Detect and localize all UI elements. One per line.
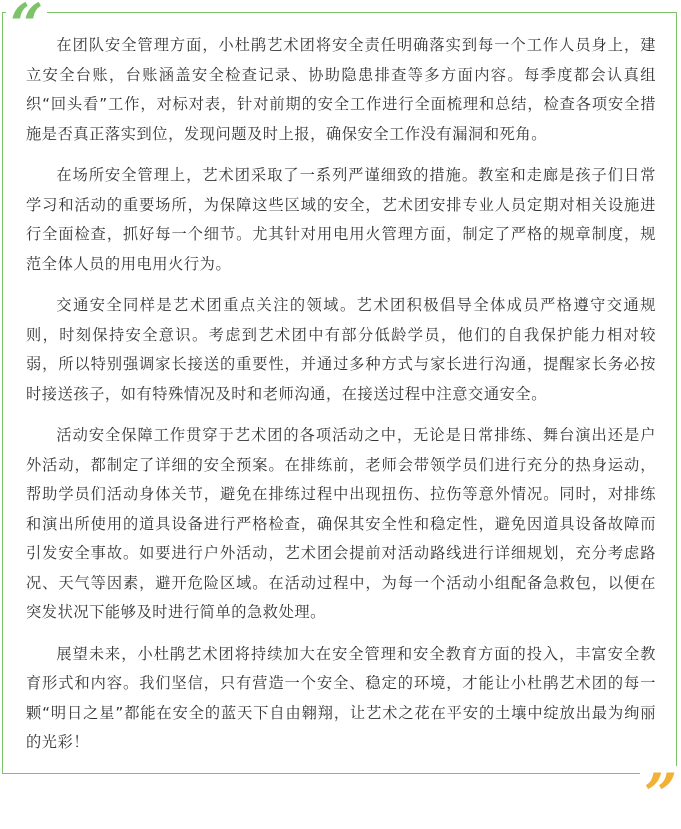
paragraph-venue-safety: 在场所安全管理上，艺术团采取了一系列严谨细致的措施。教室和走廊是孩子们日常学习和活动的重要场所，为保障这些区域的安全，艺术团安排专业人员定期对相关设施进行全面检查，抓好每一个细节。尤其针对用电用火管理方面，制定了严格的规章制度，规范全体人员的用电用火行为。 [26, 166, 656, 273]
close-quote-icon: ” [640, 766, 681, 788]
paragraph-outlook: 展望未来，小杜鹃艺术团将持续加大在安全管理和安全教育方面的投入，丰富安全教育形式和内容。我们坚信，只有营造一个安全、稳定的环境，才能让小杜鹃艺术团的每一颗“明日之星”都能在安全的蓝天下自由翱翔，让艺术之花在平安的土壤中绽放出最为绚丽的光彩！ [26, 644, 656, 751]
paragraph-activity-safety: 活动安全保障工作贯穿于艺术团的各项活动之中，无论是日常排练、舞台演出还是户外活动，都制定了详细的安全预案。在排练前，老师会带领学员们进行充分的热身运动，帮助学员们活动身体关节，避免在排练过程中出现扭伤、拉伤等意外情况。同时，对排练和演出所使用的道具设备进行严格检查，确保其安全性和稳定性，避免因道具设备故障而引发安全事故。如要进行户外活动，艺术团会提前对活动路线进行详细规划，充分考虑路况、天气等因素，避开危险区域。在活动过程中，为每一个活动小组配备急救包，以便在突发状况下能够及时进行简单的急救处理。 [26, 426, 656, 621]
paragraph-traffic-safety: 交通安全同样是艺术团重点关注的领域。艺术团积极倡导全体成员严格遵守交通规则，时刻保持安全意识。考虑到艺术团中有部分低龄学员，他们的自我保护能力相对较弱，所以特别强调家长接送的重要性，并通过多种方式与家长进行沟通，提醒家长务必按时接送孩子，如有特殊情况及时和老师沟通，在接送过程中注意交通安全。 [26, 296, 656, 403]
paragraph-team-safety: 在团队安全管理方面，小杜鹃艺术团将安全责任明确落实到每一个工作人员身上，建立安全台账，台账涵盖安全检查记录、协助隐患排查等多方面内容。每季度都会认真组织“回头看”工作，对标对表，针对前期的安全工作进行全面梳理和总结，检查各项安全措施是否真正落实到位，发现问题及时上报，确保安全工作没有漏洞和死角。 [26, 36, 656, 143]
open-quote-icon: “ [6, 0, 47, 54]
article-body [26, 31, 656, 770]
